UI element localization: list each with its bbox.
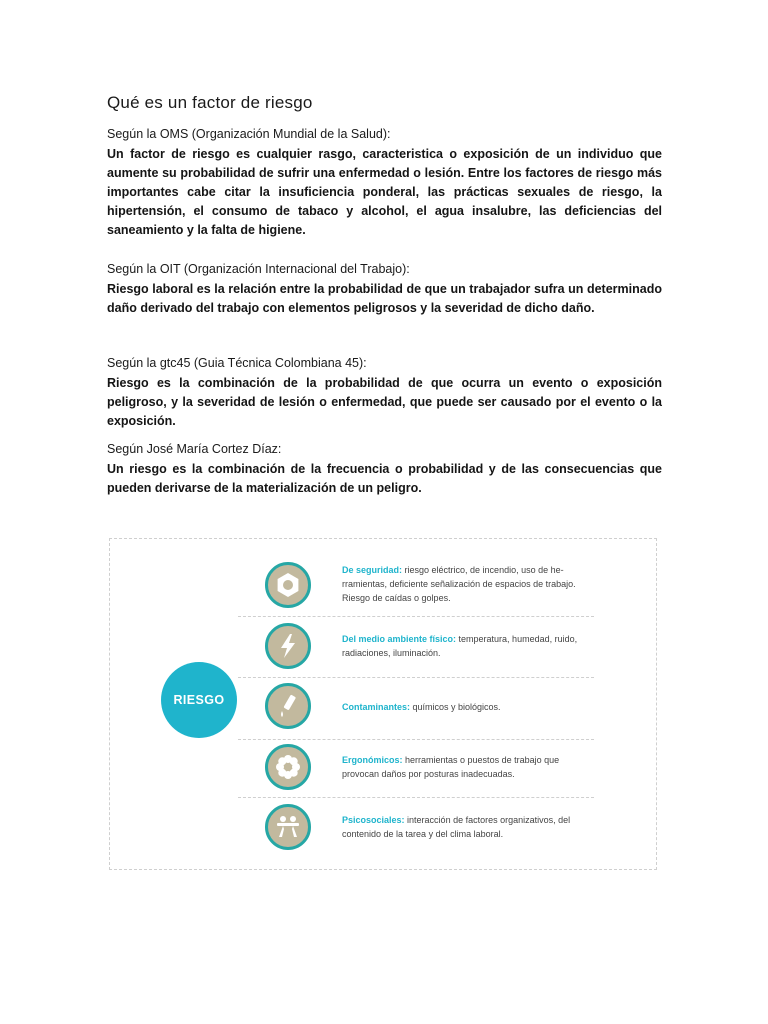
divider: [238, 616, 594, 617]
nut-icon: [265, 562, 311, 608]
definition-heading: Según la gtc45 (Guia Técnica Colombiana 45):: [107, 356, 367, 370]
definition-cortez: [107, 440, 662, 498]
category-description: interacción de factores organizativos, del contenido de la tarea y del clima laboral.: [342, 815, 571, 839]
page-title: Qué es un factor de riesgo: [107, 93, 313, 112]
divider: [238, 677, 594, 678]
riesgo-center-circle: RIESGO: [161, 662, 237, 738]
category-medio-ambiente: [342, 632, 592, 660]
definition-oit: [107, 260, 662, 318]
people-icon: [265, 804, 311, 850]
category-seguridad: [342, 563, 592, 605]
category-description: herramientas o puestos de trabajo que provocan daños por posturas inadecuadas.: [342, 755, 560, 779]
definition-text: Un riesgo es la combinación de la frecuencia o probabilidad y de las consecuencias que pueden derivarse de la materialización de un peligro.: [107, 462, 662, 495]
divider: [238, 797, 594, 798]
definition-text: Riesgo laboral es la relación entre la probabilidad de que un trabajador sufra un determinado daño derivado del trabajo con elementos peligrosos y la severidad de dicho daño.: [107, 282, 662, 315]
definition-text: Un factor de riesgo es cualquier rasgo, caracteristica o exposición de un individuo que aumente su probabilidad de sufrir una enfermedad o lesión. Entre los factores de riesgo más importantes cabe citar la insuficiencia ponderal, las prácticas sexuales de riesgo, la hipertensión, el consumo de tabaco y alcohol, el agua insalubre, las deficiencias del saneamiento y la falta de higiene.: [107, 147, 662, 237]
category-label: Ergonómicos:: [342, 755, 403, 765]
category-contaminantes: [342, 700, 592, 714]
divider: [238, 739, 594, 740]
definition-heading: Según la OIT (Organización Internacional del Trabajo):: [107, 262, 410, 276]
definition-heading: Según José María Cortez Díaz:: [107, 442, 282, 456]
category-label: Contaminantes:: [342, 702, 411, 712]
definition-oms: [107, 125, 662, 240]
category-psicosociales: [342, 813, 592, 841]
category-label: Psicosociales:: [342, 815, 405, 825]
category-description: químicos y biológicos.: [410, 702, 501, 712]
definition-heading: Según la OMS (Organización Mundial de la Salud):: [107, 127, 391, 141]
category-label: De seguridad:: [342, 565, 403, 575]
definition-gtc45: [107, 354, 662, 431]
dropper-icon: [265, 683, 311, 729]
lightning-icon: [265, 623, 311, 669]
definition-text: Riesgo es la combinación de la probabilidad de que ocurra un evento o exposición peligroso, y la severidad de lesión o enfermedad, que puede ser causado por el evento o la exposición.: [107, 376, 662, 428]
category-description: temperatura, humedad, ruido, radiaciones, iluminación.: [342, 634, 578, 658]
category-ergonomicos: [342, 753, 592, 781]
risk-factors-diagram: [109, 538, 657, 870]
category-label: Del medio ambiente físico:: [342, 634, 457, 644]
flower-icon: [265, 744, 311, 790]
category-description: riesgo eléctrico, de incendio, uso de herramientas, deficiente señalización de espacios de trabajo. Riesgo de caídas o golpes.: [342, 565, 576, 603]
